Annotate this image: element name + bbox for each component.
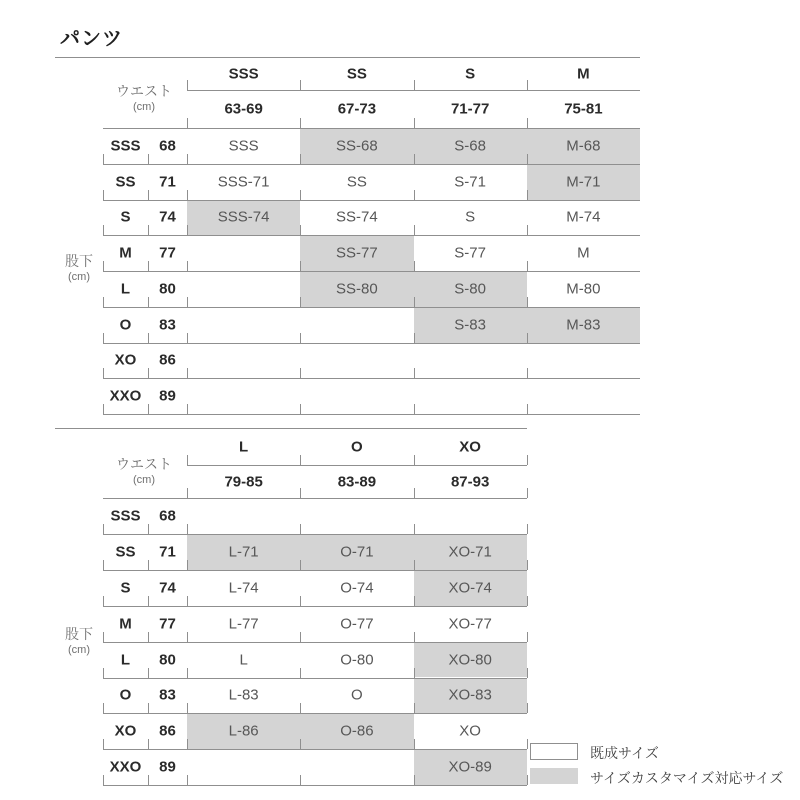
column-tick <box>527 596 528 606</box>
legend-label-ready-made: 既成サイズ <box>590 745 659 761</box>
size-combination-cell: O-77 <box>340 615 374 633</box>
size-combination-cell: XO-71 <box>448 543 492 561</box>
column-tick <box>187 524 188 534</box>
size-combination-cell: S-68 <box>454 137 486 155</box>
column-tick <box>300 190 301 200</box>
column-tick <box>103 368 104 378</box>
row-inseam-value: 83 <box>159 686 176 704</box>
column-tick <box>300 154 301 164</box>
row-inseam-value: 77 <box>159 244 176 262</box>
column-tick <box>414 596 415 606</box>
row-inseam-value: 74 <box>159 579 176 597</box>
row-inseam-value: 68 <box>159 137 176 155</box>
column-tick <box>527 80 528 90</box>
column-tick <box>414 297 415 307</box>
row-inseam-value: 89 <box>159 387 176 405</box>
size-combination-cell: O-80 <box>340 651 374 669</box>
column-tick <box>527 154 528 164</box>
size-combination-cell: L-83 <box>228 686 259 704</box>
column-tick <box>148 703 149 713</box>
waist-axis-unit: (cm) <box>133 101 155 113</box>
column-tick <box>148 560 149 570</box>
row-size-label: XXO <box>109 387 142 405</box>
column-tick <box>527 739 528 749</box>
column-tick <box>414 632 415 642</box>
size-combination-cell: L <box>239 651 248 669</box>
column-tick <box>414 368 415 378</box>
column-tick <box>300 703 301 713</box>
row-inseam-value: 68 <box>159 507 176 525</box>
size-combination-cell: M-71 <box>566 173 601 191</box>
column-tick <box>300 488 301 498</box>
size-combination-cell: O <box>351 686 363 704</box>
size-combination-cell: O-74 <box>340 579 374 597</box>
row-inseam-value: 71 <box>159 173 176 191</box>
column-tick <box>187 297 188 307</box>
table-line <box>55 428 527 429</box>
column-tick <box>414 668 415 678</box>
column-tick <box>527 455 528 465</box>
row-size-label: SSS <box>110 507 141 525</box>
size-combination-cell: XO-80 <box>448 651 492 669</box>
column-tick <box>148 261 149 271</box>
column-tick <box>527 333 528 343</box>
column-tick <box>103 739 104 749</box>
size-combination-cell: XO <box>459 722 481 740</box>
column-size-header: XO <box>459 438 481 455</box>
column-tick <box>300 632 301 642</box>
column-tick <box>187 190 188 200</box>
column-tick <box>187 333 188 343</box>
table-line <box>103 235 640 236</box>
column-tick <box>300 560 301 570</box>
column-tick <box>527 118 528 128</box>
size-combination-cell: M-68 <box>566 137 601 155</box>
column-tick <box>187 80 188 90</box>
row-size-label: L <box>120 280 131 298</box>
table-line <box>103 378 640 379</box>
column-tick <box>103 154 104 164</box>
legend-swatch-ready-made <box>530 743 578 760</box>
column-tick <box>300 596 301 606</box>
column-tick <box>148 190 149 200</box>
row-size-label: SS <box>115 173 136 191</box>
column-tick <box>187 455 188 465</box>
table-line <box>103 271 640 272</box>
column-size-header: SSS <box>228 65 259 82</box>
table-line <box>103 642 527 643</box>
column-tick <box>103 703 104 713</box>
column-range-header: 75-81 <box>564 100 603 118</box>
waist-axis-label: ウエスト <box>116 456 172 472</box>
row-size-label: O <box>119 686 132 704</box>
row-inseam-value: 83 <box>159 316 176 334</box>
size-combination-cell: SS-74 <box>336 208 378 226</box>
column-tick <box>300 225 301 235</box>
column-tick <box>103 190 104 200</box>
row-size-label: SS <box>115 543 136 561</box>
table-line <box>103 414 640 415</box>
size-combination-cell: S-77 <box>454 244 486 262</box>
size-combination-cell: SSS <box>228 137 259 155</box>
column-tick <box>527 524 528 534</box>
size-combination-cell: SS-68 <box>336 137 378 155</box>
column-tick <box>103 596 104 606</box>
column-tick <box>527 560 528 570</box>
column-tick <box>187 261 188 271</box>
column-tick <box>148 596 149 606</box>
column-tick <box>414 703 415 713</box>
row-size-label: XO <box>114 722 137 740</box>
size-combination-cell: M-80 <box>566 280 601 298</box>
row-size-label: SSS <box>110 137 141 155</box>
column-tick <box>414 333 415 343</box>
column-tick <box>187 668 188 678</box>
legend-label-customizable: サイズカスタマイズ対応サイズ <box>590 770 784 786</box>
size-combination-cell: SS-80 <box>336 280 378 298</box>
column-range-header: 67-73 <box>337 100 377 118</box>
column-size-header: SS <box>346 65 367 82</box>
column-tick <box>148 333 149 343</box>
column-tick <box>148 225 149 235</box>
row-size-label: S <box>120 579 131 597</box>
size-combination-cell: SS-77 <box>336 244 378 262</box>
table-line <box>103 200 640 201</box>
column-tick <box>527 703 528 713</box>
column-tick <box>414 190 415 200</box>
column-range-header: 71-77 <box>450 100 490 118</box>
column-tick <box>527 368 528 378</box>
column-tick <box>103 297 104 307</box>
column-tick <box>527 632 528 642</box>
column-tick <box>187 739 188 749</box>
column-tick <box>187 560 188 570</box>
size-combination-cell: L-86 <box>228 722 259 740</box>
column-tick <box>414 739 415 749</box>
row-size-label: L <box>120 651 131 669</box>
column-tick <box>103 333 104 343</box>
column-range-header: 83-89 <box>337 473 377 490</box>
column-tick <box>103 668 104 678</box>
size-combination-cell: XO-74 <box>448 579 492 597</box>
column-tick <box>527 488 528 498</box>
size-combination-cell: SSS-71 <box>217 173 270 191</box>
table-line <box>103 749 527 750</box>
column-tick <box>300 80 301 90</box>
size-combination-cell: M-74 <box>566 208 601 226</box>
column-tick <box>414 775 415 785</box>
row-inseam-value: 71 <box>159 543 176 561</box>
column-tick <box>527 775 528 785</box>
column-tick <box>527 668 528 678</box>
column-tick <box>103 261 104 271</box>
column-tick <box>103 404 104 414</box>
inseam-axis-label: 股下 <box>65 253 93 269</box>
table-line <box>187 90 640 91</box>
row-inseam-value: 80 <box>159 651 176 669</box>
column-tick <box>148 404 149 414</box>
row-size-label: XXO <box>109 758 142 776</box>
column-tick <box>527 404 528 414</box>
size-combination-cell: L-71 <box>228 543 259 561</box>
table-line <box>103 343 640 344</box>
column-tick <box>187 488 188 498</box>
column-tick <box>300 297 301 307</box>
column-size-header: L <box>239 438 249 455</box>
column-tick <box>414 225 415 235</box>
column-tick <box>414 404 415 414</box>
size-combination-cell: XO-77 <box>448 615 492 633</box>
size-combination-cell: S-71 <box>454 173 486 191</box>
size-combination-cell: O-86 <box>340 722 374 740</box>
column-tick <box>414 488 415 498</box>
table-line <box>103 785 527 786</box>
column-tick <box>414 261 415 271</box>
column-tick <box>187 225 188 235</box>
column-tick <box>148 368 149 378</box>
column-tick <box>414 80 415 90</box>
column-tick <box>527 225 528 235</box>
legend-swatch-customizable <box>530 768 578 784</box>
column-tick <box>300 118 301 128</box>
waist-axis-unit: (cm) <box>133 474 155 486</box>
column-tick <box>414 455 415 465</box>
table-line <box>103 534 527 535</box>
table-line <box>103 606 527 607</box>
table-line <box>103 307 640 308</box>
column-tick <box>300 333 301 343</box>
size-combination-cell: O-71 <box>340 543 374 561</box>
column-tick <box>187 703 188 713</box>
column-tick <box>187 404 188 414</box>
column-tick <box>300 775 301 785</box>
column-tick <box>414 118 415 128</box>
column-tick <box>187 118 188 128</box>
table-line <box>187 465 527 466</box>
size-combination-cell: L-74 <box>228 579 259 597</box>
row-size-label: M <box>119 244 132 262</box>
page-title: パンツ <box>60 28 123 50</box>
inseam-axis-unit: (cm) <box>68 271 90 283</box>
size-combination-cell: L-77 <box>228 615 259 633</box>
column-tick <box>527 297 528 307</box>
inseam-axis-label: 股下 <box>65 626 93 642</box>
column-tick <box>103 775 104 785</box>
column-tick <box>527 190 528 200</box>
column-tick <box>300 368 301 378</box>
size-combination-cell: S-83 <box>454 316 486 334</box>
column-tick <box>103 225 104 235</box>
size-combination-cell: S <box>465 208 476 226</box>
column-size-header: O <box>351 438 363 455</box>
column-tick <box>148 775 149 785</box>
column-range-header: 63-69 <box>224 100 263 118</box>
row-inseam-value: 86 <box>159 351 176 369</box>
table-line <box>103 678 527 679</box>
column-tick <box>148 632 149 642</box>
column-size-header: S <box>465 65 476 82</box>
table-line <box>103 713 527 714</box>
column-tick <box>187 632 188 642</box>
column-tick <box>187 154 188 164</box>
table-line <box>103 164 640 165</box>
column-tick <box>148 739 149 749</box>
table-line <box>103 570 527 571</box>
table-line <box>55 57 640 58</box>
row-inseam-value: 86 <box>159 722 176 740</box>
row-inseam-value: 77 <box>159 615 176 633</box>
column-tick <box>148 668 149 678</box>
column-tick <box>103 632 104 642</box>
row-inseam-value: 80 <box>159 280 176 298</box>
column-tick <box>148 297 149 307</box>
column-tick <box>103 560 104 570</box>
column-tick <box>300 739 301 749</box>
column-tick <box>148 154 149 164</box>
row-inseam-value: 89 <box>159 758 176 776</box>
size-combination-cell: XO-83 <box>448 686 492 704</box>
column-tick <box>187 596 188 606</box>
size-combination-cell: SS <box>346 173 367 191</box>
column-tick <box>527 261 528 271</box>
column-tick <box>300 455 301 465</box>
column-tick <box>414 524 415 534</box>
size-combination-cell: SSS-74 <box>217 208 270 226</box>
column-range-header: 79-85 <box>224 473 263 490</box>
row-inseam-value: 74 <box>159 208 176 226</box>
column-tick <box>187 368 188 378</box>
size-combination-cell: S-80 <box>454 280 486 298</box>
column-tick <box>300 404 301 414</box>
row-size-label: O <box>119 316 132 334</box>
column-tick <box>300 668 301 678</box>
table-line <box>103 128 640 129</box>
column-tick <box>187 775 188 785</box>
size-combination-cell: M-83 <box>566 316 601 334</box>
row-size-label: XO <box>114 351 137 369</box>
size-combination-cell: XO-89 <box>448 758 492 776</box>
column-tick <box>103 524 104 534</box>
column-tick <box>300 524 301 534</box>
table-line <box>103 498 527 499</box>
inseam-axis-unit: (cm) <box>68 644 90 656</box>
column-tick <box>414 560 415 570</box>
row-size-label: M <box>119 615 132 633</box>
row-size-label: S <box>120 208 131 226</box>
column-tick <box>414 154 415 164</box>
size-combination-cell: M <box>577 244 590 262</box>
column-range-header: 87-93 <box>450 473 490 490</box>
column-tick <box>148 524 149 534</box>
column-size-header: M <box>577 65 590 82</box>
column-tick <box>300 261 301 271</box>
waist-axis-label: ウエスト <box>116 83 172 99</box>
